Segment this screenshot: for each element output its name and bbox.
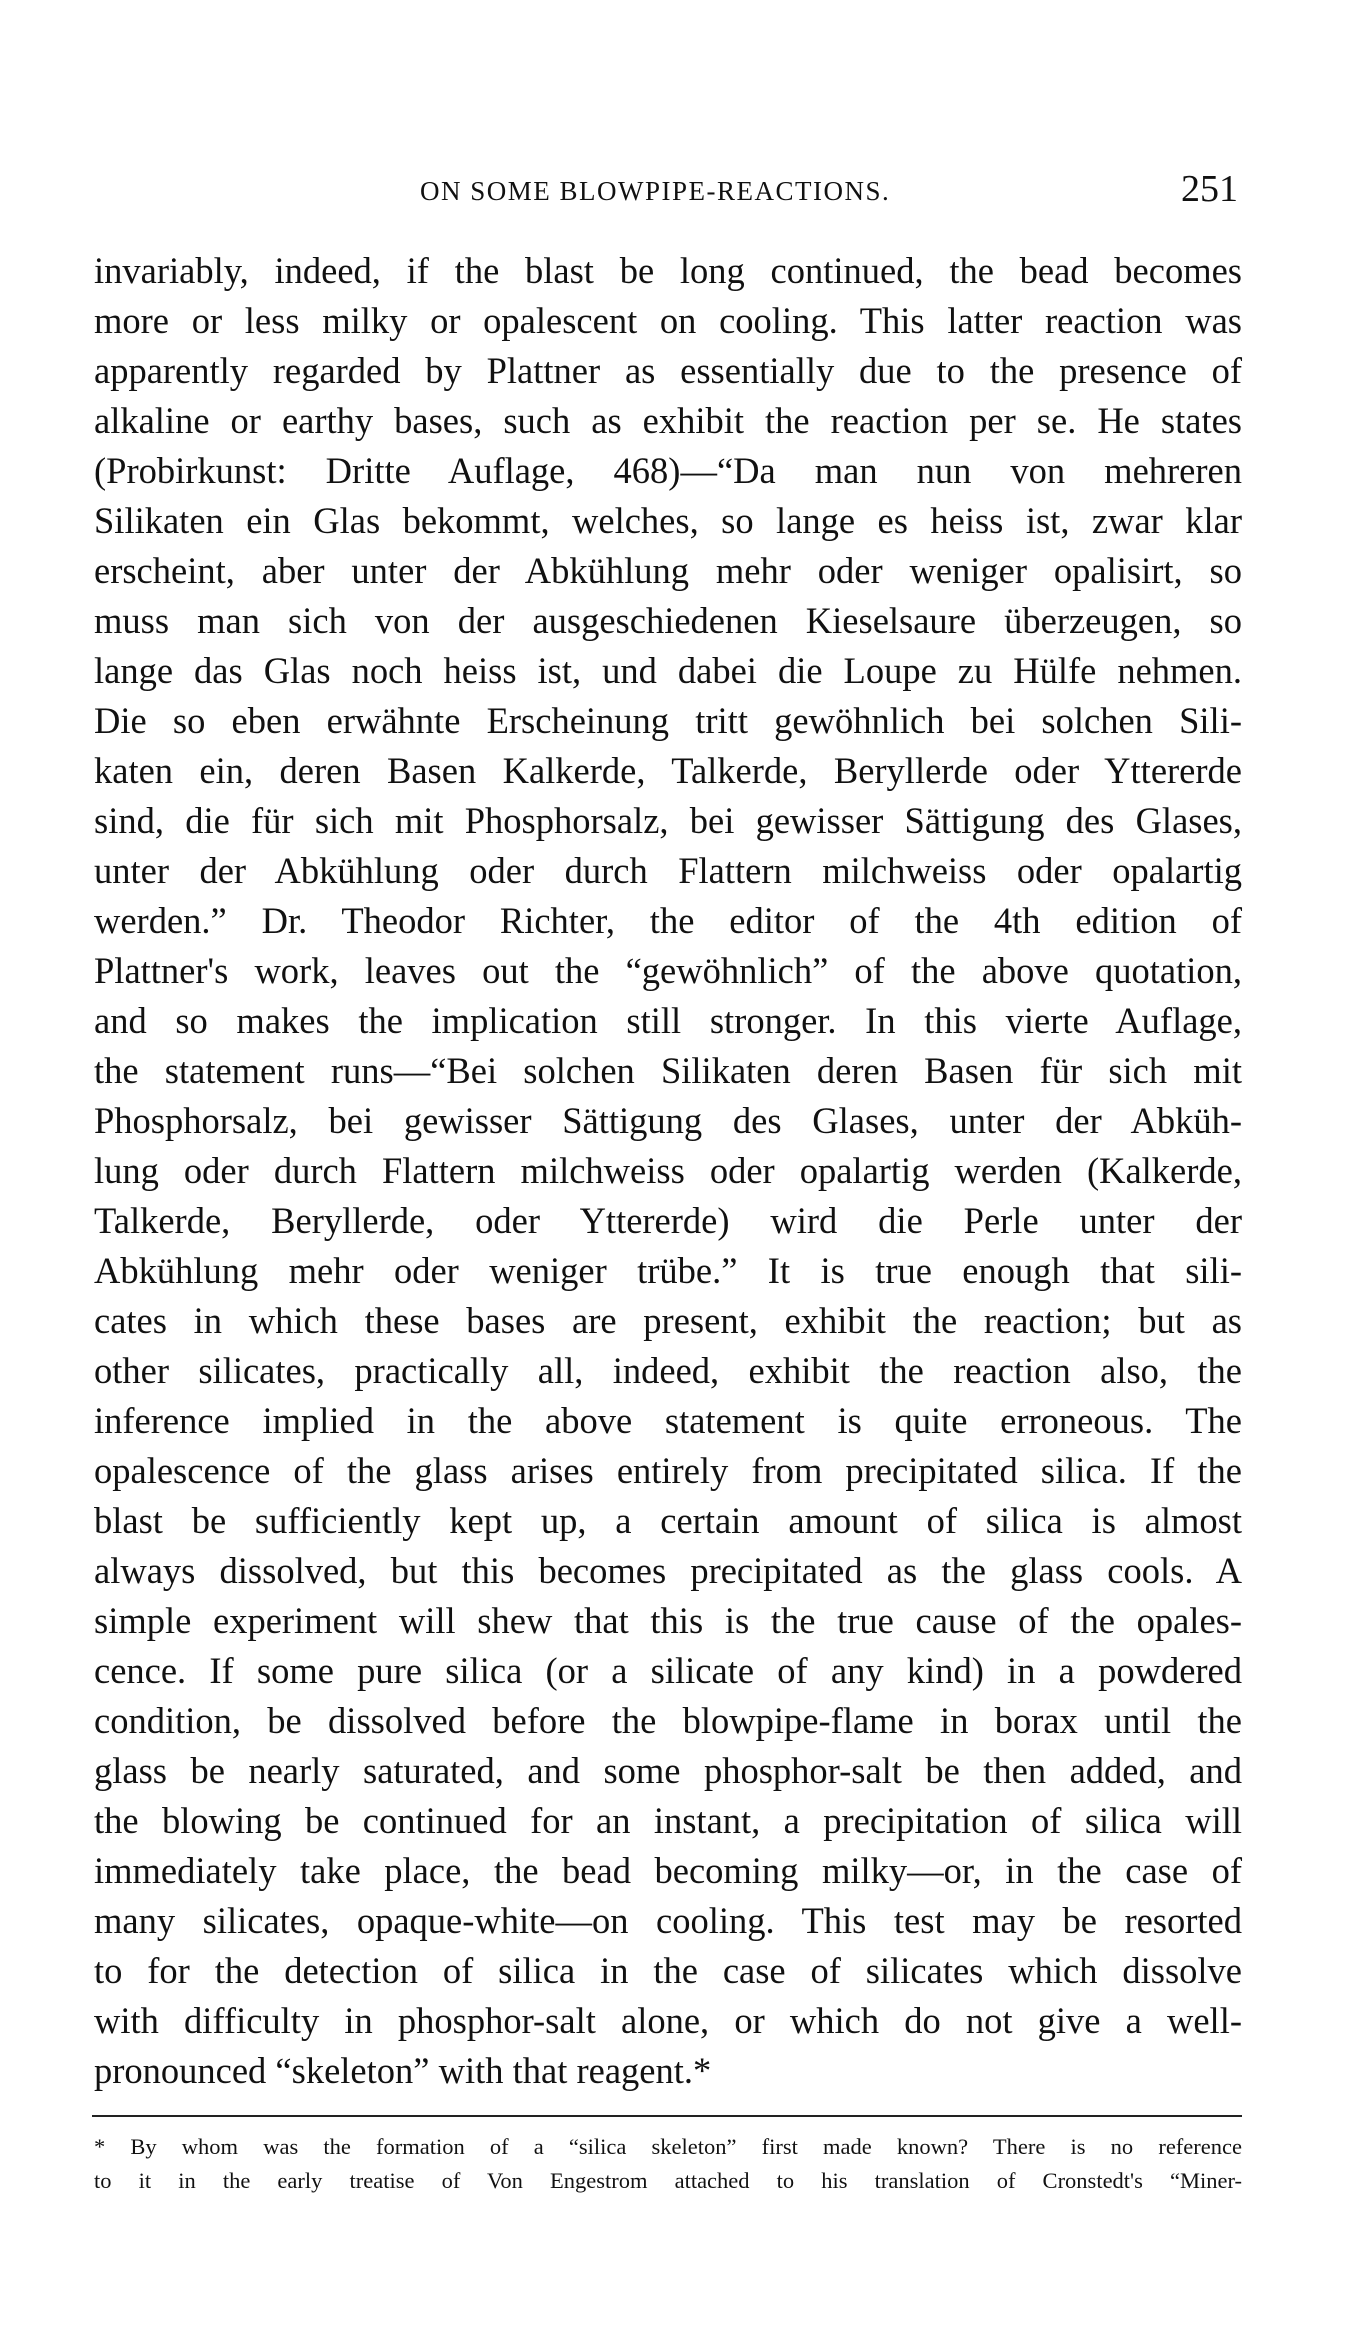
text-line: muss man sich von der ausgeschiedenen Kieselsaure überzeugen, so (94, 600, 1242, 641)
text-line: immediately take place, the bead becoming milky—or, in the case of (94, 1850, 1242, 1891)
footnote-line: * By whom was the formation of a “silica skeleton” first made known? There is no reference (94, 2134, 1242, 2159)
text-line: condition, be dissolved before the blowpipe-flame in borax until the (94, 1700, 1242, 1741)
text-line: Phosphorsalz, bei gewisser Sättigung des Glases, unter der Abküh- (94, 1100, 1242, 1141)
text-line: glass be nearly saturated, and some phosphor-salt be then added, and (94, 1750, 1242, 1791)
text-line: to for the detection of silica in the case of silicates which dissolve (94, 1950, 1242, 1991)
text-line: Abkühlung mehr oder weniger trübe.” It is true enough that sili- (94, 1250, 1242, 1291)
text-line: cence. If some pure silica (or a silicate of any kind) in a powdered (94, 1650, 1242, 1691)
text-line: simple experiment will shew that this is the true cause of the opales- (94, 1600, 1242, 1641)
text-line: many silicates, opaque-white—on cooling. This test may be resorted (94, 1900, 1242, 1941)
text-line: opalescence of the glass arises entirely from precipitated silica. If the (94, 1450, 1242, 1491)
footnote-rule (92, 2115, 1242, 2117)
text-line: apparently regarded by Plattner as essentially due to the presence of (94, 350, 1242, 391)
text-line: always dissolved, but this becomes precipitated as the glass cools. A (94, 1550, 1242, 1591)
text-line: the statement runs—“Bei solchen Silikaten deren Basen für sich mit (94, 1050, 1242, 1091)
text-line: pronounced “skeleton” with that reagent.* (94, 2050, 712, 2091)
text-line: and so makes the implication still stronger. In this vierte Auflage, (94, 1000, 1242, 1041)
footnote (94, 2130, 1242, 2198)
text-line: alkaline or earthy bases, such as exhibit the reaction per se. He states (94, 400, 1242, 441)
running-head: ON SOME BLOWPIPE-REACTIONS. (420, 176, 891, 206)
text-line: with difficulty in phosphor-salt alone, or which do not give a well- (94, 2000, 1242, 2041)
text-line: the blowing be continued for an instant, a precipitation of silica will (94, 1800, 1242, 1841)
footnote-line: to it in the early treatise of Von Engestrom attached to his translation of Cronstedt's “Miner- (94, 2168, 1242, 2193)
text-line: lung oder durch Flattern milchweiss oder opalartig werden (Kalkerde, (94, 1150, 1242, 1191)
text-line: katen ein, deren Basen Kalkerde, Talkerde, Beryllerde oder Yttererde (94, 750, 1242, 791)
text-line: Plattner's work, leaves out the “gewöhnlich” of the above quotation, (94, 950, 1242, 991)
text-line: sind, die für sich mit Phosphorsalz, bei gewisser Sättigung des Glases, (94, 800, 1242, 841)
text-line: werden.” Dr. Theodor Richter, the editor of the 4th edition of (94, 900, 1242, 941)
text-line: inference implied in the above statement is quite erroneous. The (94, 1400, 1242, 1441)
text-line: erscheint, aber unter der Abkühlung mehr oder weniger opalisirt, so (94, 550, 1242, 591)
text-line: more or less milky or opalescent on cooling. This latter reaction was (94, 300, 1242, 341)
text-line: cates in which these bases are present, exhibit the reaction; but as (94, 1300, 1242, 1341)
text-line: Silikaten ein Glas bekommt, welches, so lange es heiss ist, zwar klar (94, 500, 1242, 541)
text-line: Talkerde, Beryllerde, oder Yttererde) wird die Perle unter der (94, 1200, 1242, 1241)
text-line: invariably, indeed, if the blast be long continued, the bead becomes (94, 250, 1242, 291)
text-line: lange das Glas noch heiss ist, und dabei die Loupe zu Hülfe nehmen. (94, 650, 1242, 691)
text-line: unter der Abkühlung oder durch Flattern milchweiss oder opalartig (94, 850, 1242, 891)
text-line: other silicates, practically all, indeed, exhibit the reaction also, the (94, 1350, 1242, 1391)
text-line: Die so eben erwähnte Erscheinung tritt gewöhnlich bei solchen Sili- (94, 700, 1242, 741)
text-line: blast be sufficiently kept up, a certain amount of silica is almost (94, 1500, 1242, 1541)
text-line: (Probirkunst: Dritte Auflage, 468)—“Da man nun von mehreren (94, 450, 1242, 491)
page-number: 251 (1181, 168, 1238, 210)
body-text (94, 246, 1242, 2096)
